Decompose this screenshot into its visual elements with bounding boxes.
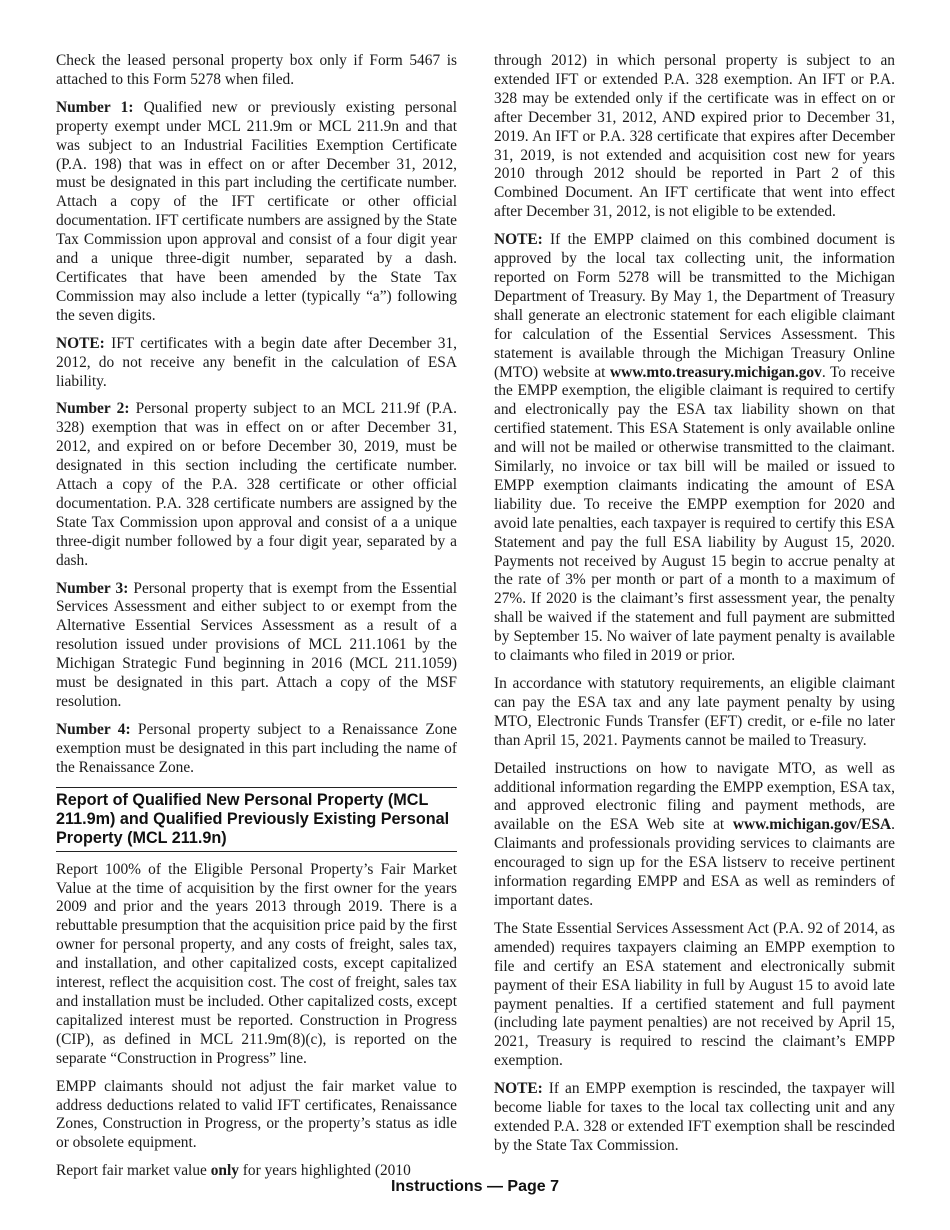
number-1-text: Qualified new or previously existing personal property exempt under MCL 211.9m or MCL 211.9n and that was subject to an Industrial Facilities Exemption Certificate (P.A. 198) that was in effect on or after December 31, 2012, must be designated in this part including the certificate number. Attach a copy of the IFT certificate or other official documentation. IFT certificate numbers are assigned by the State Tax Commission upon approval and consist of a four digit year and a unique three-digit number, separated by a dash. Certificates that have been amended by the State Tax Commission may also include a letter (typically “a”) following the seven digits. — [56, 98, 457, 324]
note-ift-paragraph — [56, 335, 457, 392]
number-3-text: Personal property that is exempt from the Essential Services Assessment and either subject to or exempt from the Alternative Essential Services Assessment as a result of a resolution issued under provisions of MCL 211.1061 by the Michigan Strategic Fund beginning in 2016 (MCL 211.1059) must be designated in this part. Attach a copy of the MSF resolution. — [56, 579, 458, 710]
assessment-act-paragraph: The State Essential Services Assessment Act (P.A. 92 of 2014, as amended) requires taxpayers claiming an EMPP exemption to file and certify an ESA statement and electronically submit payment of their ESA liability in full by August 15 to avoid late payment penalties. If a certified statement and full payment (including late payment penalties) are not received by April 15, 2021, Treasury is required to rescind the claimant’s EMPP exemption. — [494, 919, 895, 1070]
note-rescind-paragraph — [494, 1080, 895, 1156]
fmv-text-end: for years highlighted (2010 — [238, 1162, 411, 1180]
note-label: NOTE: — [494, 1080, 543, 1098]
number-2-label: Number 2: — [56, 400, 130, 418]
number-1-paragraph — [56, 99, 457, 326]
note-text-end: . To receive the EMPP exemption, the eligible claimant is required to certify and electronically pay the ESA tax liability shown on that certified statement. This ESA Statement is only available online and will not be mailed or otherwise transmitted to the claimant. Similarly, no invoice or tax bill will be mailed or issued to EMPP exemption claimants indicating the amount of ESA liability due. To receive the EMPP exemption for 2020 and avoid late penalties, each taxpayer is required to certify this ESA Statement and pay the full ESA liability by August 15, 2020. Payments not received by August 15 begin to accrue penalty at the rate of 3% per month or part of a month to a maximum of 27%. If 2020 is the claimant’s first assessment year, the penalty shall be waived if the statement and full payment are submitted by September 15. No waiver of late payment penalty is available to claimants who filed in 2019 or prior. — [494, 363, 895, 665]
number-2-text: Personal property subject to an MCL 211.9f (P.A. 328) exemption that was in effect on or after December 31, 2012, and expired on or before December 30, 2019, must be designated in this section including the certificate number. Attach a copy of the P.A. 328 certificate or other official documentation. P.A. 328 certificate numbers are assigned by the State Tax Commission upon approval and consist of a a unique three-digit number followed by a four digit year, separated by a dash. — [56, 400, 458, 569]
number-1-label: Number 1: — [56, 98, 134, 116]
note-text: If an EMPP exemption is rescinded, the taxpayer will become liable for taxes to the local tax collecting unit and any extended P.A. 328 or extended IFT exemption shall be rescinded by the State Tax Commission. — [494, 1080, 895, 1154]
leased-property-paragraph: Check the leased personal property box only if Form 5467 is attached to this Form 5278 when filed. — [56, 52, 457, 88]
esa-url-link[interactable]: www.michigan.gov/ESA — [732, 816, 892, 834]
note-text: IFT certificates with a begin date after December 31, 2012, do not receive any benefit in the calculation of ESA liability. — [56, 334, 457, 390]
note-label: NOTE: — [56, 334, 105, 352]
section-heading: Report of Qualified New Personal Property (MCL 211.9m) and Qualified Previously Existing Personal Property (MCL 211.9n) — [56, 787, 457, 852]
report-fmv-paragraph: Report 100% of the Eligible Personal Property’s Fair Market Value at the time of acquisition by the first owner for the years 2009 and prior and the years 2013 through 2019. There is a rebuttable presumption that the acquisition price paid by the first owner for personal property, and any costs of freight, sales tax, and installation, and other capitalized costs, except capitalized interest, reflect the acquisition cost. The cost of freight, sales tax and installation must be included. Other capitalized costs, except capitalized interest must be reported. Construction in Progress (CIP), as defined in MCL 211.9m(8)(c), is reported on the separate “Construction in Progress” line. — [56, 860, 457, 1067]
empp-claimants-paragraph: EMPP claimants should not adjust the fair market value to address deductions related to valid IFT certificates, Renaissance Zones, Construction in Progress, or the property’s status as idle or obsolete equipment. — [56, 1077, 457, 1152]
detailed-text-start: Detailed instructions on how to navigate MTO, as well as additional information regarding the EMPP exemption, ESA tax, and approved electronic filing and payment methods, are available on the ESA Web site at — [494, 759, 895, 834]
page-footer: Instructions — Page 7 — [390, 1178, 560, 1195]
detailed-instructions-paragraph — [494, 760, 895, 911]
left-column — [56, 52, 457, 1190]
number-4-paragraph — [56, 721, 457, 778]
note-text-start: If the EMPP claimed on this combined document is approved by the local tax collecting unit, the information reported on Form 5278 will be transmitted to the Michigan Department of Treasury. By May 1, the Department of Treasury shall generate an electronic statement for each eligible claimant for calculation of the Essential Services Assessment. This statement is available through the Michigan Treasury Online (MTO) website at — [494, 231, 895, 381]
note-empp-paragraph — [494, 231, 895, 666]
number-2-paragraph — [56, 400, 457, 570]
number-3-label: Number 3: — [56, 579, 129, 597]
number-4-label: Number 4: — [56, 720, 131, 738]
fmv-text-start: Report fair market value — [56, 1162, 211, 1180]
extension-paragraph: through 2012) in which personal property is subject to an extended IFT or extended P.A. 328 exemption. An IFT or P.A. 328 may be extended only if the certificate was in effect on or after December 31, 2012, AND expired prior to December 31, 2019. An IFT or P.A. 328 certificate that expires after December 31, 2019, is not extended and acquisition cost new for years 2010 through 2012 should be reported in Part 2 of this Combined Document. An IFT certificate that went into effect after December 31, 2012, is not eligible to be extended. — [494, 52, 895, 221]
detailed-text-end: . Claimants and professionals providing services to claimants are encouraged to sign up for the ESA listserv to receive pertinent information regarding EMPP and ESA as well as reminders of important dates. — [494, 816, 895, 909]
mto-url-link[interactable]: www.mto.treasury.michigan.gov — [610, 363, 822, 381]
right-column — [494, 52, 895, 1165]
note-label: NOTE: — [494, 231, 543, 249]
number-3-paragraph — [56, 580, 457, 712]
accordance-paragraph: In accordance with statutory requirements, an eligible claimant can pay the ESA tax and any late payment penalty by using MTO, Electronic Funds Transfer (EFT) credit, or e-file no later than April 15, 2021. Payments cannot be mailed to Treasury. — [494, 675, 895, 749]
number-4-text: Personal property subject to a Renaissance Zone exemption must be designated in this part including the name of the Renaissance Zone. — [56, 720, 457, 776]
fmv-only-emphasis: only — [210, 1162, 239, 1180]
